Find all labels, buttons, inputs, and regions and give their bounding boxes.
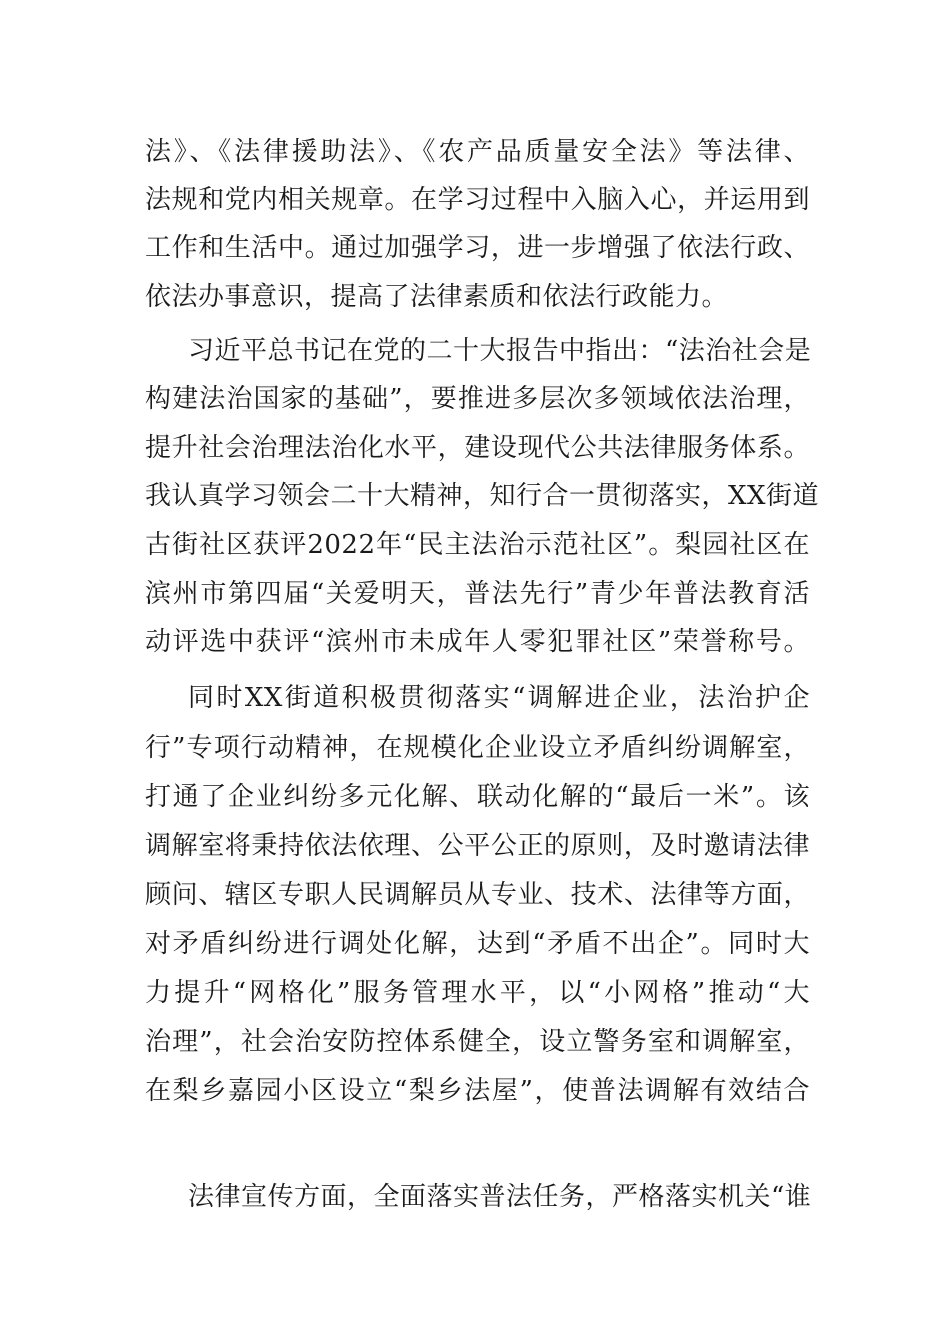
paragraph-2-line-7: 动评选中获评“滨州市未成年人零犯罪社区”荣誉称号。 — [145, 627, 810, 657]
paragraph-3-line-7: 力提升“网格化”服务管理水平，以“小网格”推动“大 — [145, 978, 810, 1008]
paragraph-3-line-9: 在梨乡嘉园小区设立“梨乡法屋”，使普法调解有效结合 — [145, 1076, 810, 1106]
paragraph-1-line-4: 依法办事意识，提高了法律素质和依法行政能力。 — [145, 282, 729, 312]
paragraph-4-line-1: 法律宣传方面，全面落实普法任务，严格落实机关“谁 — [188, 1182, 812, 1212]
paragraph-2-line-4: 我认真学习领会二十大精神，知行合一贯彻落实，XX街道 — [145, 481, 820, 511]
paragraph-3-line-3: 打通了企业纠纷多元化解、联动化解的“最后一米”。该 — [145, 782, 810, 812]
paragraph-2-line-2: 构建法治国家的基础”，要推进多层次多领域依法治理， — [145, 384, 810, 414]
paragraph-1-line-1: 法》、《法律援助法》、《农产品质量安全法》等法律、 — [145, 137, 810, 167]
paragraph-2-line-1: 习近平总书记在党的二十大报告中指出：“法治社会是 — [188, 336, 812, 366]
paragraph-1-line-2: 法规和党内相关规章。在学习过程中入脑入心，并运用到 — [145, 185, 810, 215]
paragraph-3-line-5: 顾问、辖区专职人民调解员从专业、技术、法律等方面， — [145, 880, 810, 910]
paragraph-3-line-2: 行”专项行动精神，在规模化企业设立矛盾纠纷调解室， — [145, 733, 810, 763]
paragraph-3-line-1: 同时XX街道积极贯彻落实“调解进企业，法治护企 — [188, 683, 810, 713]
paragraph-2-line-6: 滨州市第四届“关爱明天，普法先行”青少年普法教育活 — [145, 579, 810, 609]
paragraph-1-line-3: 工作和生活中。通过加强学习，进一步增强了依法行政、 — [145, 233, 810, 263]
paragraph-3-line-4: 调解室将秉持依法依理、公平公正的原则，及时邀请法律 — [145, 831, 810, 861]
paragraph-3-line-6: 对矛盾纠纷进行调处化解，达到“矛盾不出企”。同时大 — [145, 929, 810, 959]
paragraph-2-line-5: 古街社区获评2022年“民主法治示范社区”。梨园社区在 — [145, 530, 810, 560]
paragraph-2-line-3: 提升社会治理法治化水平，建设现代公共法律服务体系。 — [145, 433, 810, 463]
paragraph-3-line-8: 治理”，社会治安防控体系健全，设立警务室和调解室， — [145, 1027, 810, 1057]
